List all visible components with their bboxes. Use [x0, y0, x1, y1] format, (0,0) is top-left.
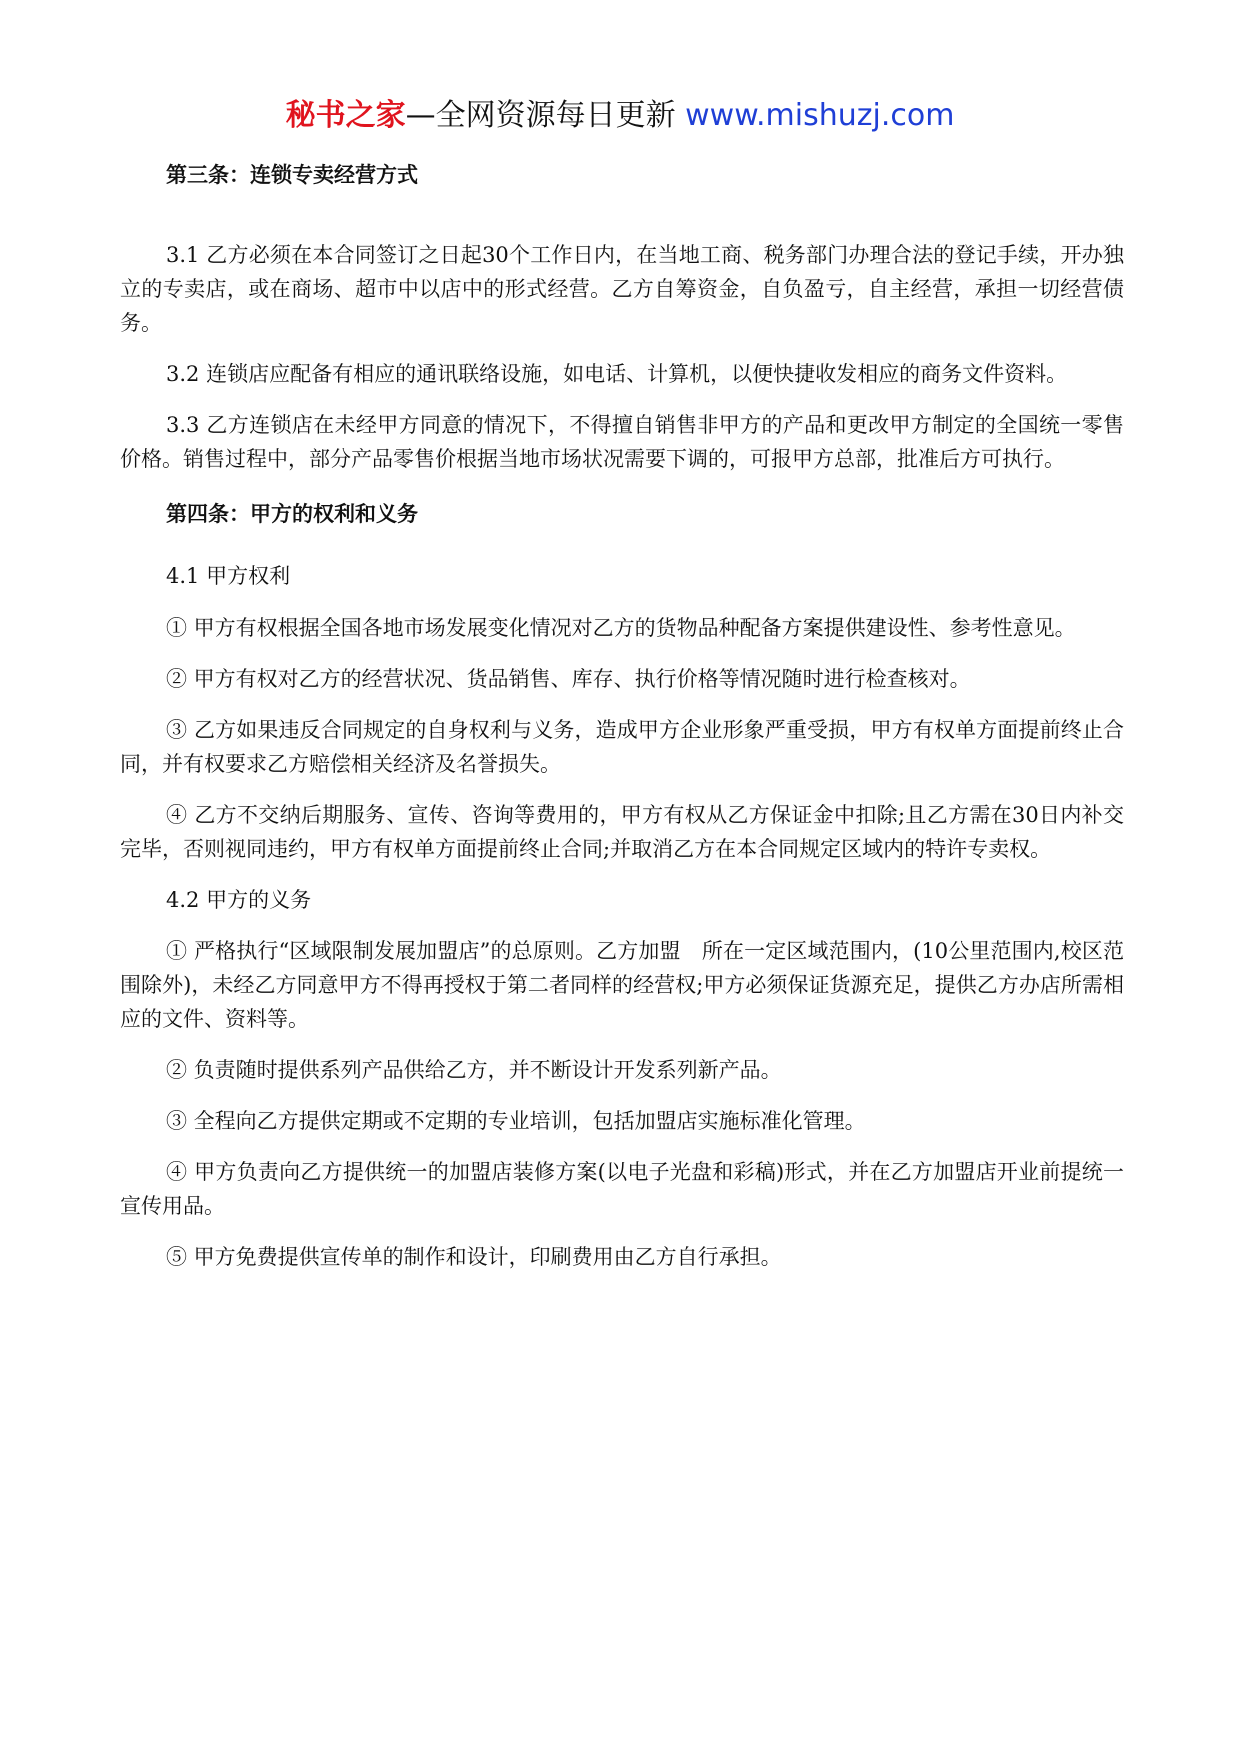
site-banner [0, 98, 1240, 134]
duties-item-4: ④ 甲方负责向乙方提供统一的加盟店装修方案(以电子光盘和彩稿)形式，并在乙方加盟店开业前提统一宣传用品。 [120, 1160, 1124, 1218]
duties-item-3: ③ 全程向乙方提供定期或不定期的专业培训，包括加盟店实施标准化管理。 [166, 1109, 866, 1133]
spacer [120, 531, 1124, 559]
rights-item-4: ④ 乙方不交纳后期服务、宣传、咨询等费用的，甲方有权从乙方保证金中扣除;且乙方需在30日内补交完毕，否则视同违约，甲方有权单方面提前终止合同;并取消乙方在本合同规定区域内的特许专卖权。 [120, 803, 1124, 861]
spacer [120, 645, 1124, 662]
spacer [120, 1087, 1124, 1104]
duties-subheading: 4.2 甲方的义务 [166, 888, 312, 912]
document-body [120, 158, 1124, 1274]
paragraph-3-1: 3.1 乙方必须在本合同签订之日起30个工作日内，在当地工商、税务部门办理合法的登记手续，开办独立的专卖店，或在商场、超市中以店中的形式经营。乙方自筹资金，自负盈亏，自主经营，承担一切经营债务。 [120, 243, 1124, 335]
rights-item-3: ③ 乙方如果违反合同规定的自身权利与义务，造成甲方企业形象严重受损，甲方有权单方面提前终止合同，并有权要求乙方赔偿相关经济及名誉损失。 [120, 718, 1124, 776]
spacer [120, 476, 1124, 497]
spacer [120, 192, 1124, 238]
rights-item-2: ② 甲方有权对乙方的经营状况、货品销售、库存、执行价格等情况随时进行检查核对。 [166, 667, 971, 691]
duties-item-1: ① 严格执行“区域限制发展加盟店”的总原则。乙方加盟 所在一定区域范围内，(10公里范围内,校区范围除外)，未经乙方同意甲方不得再授权于第二者同样的经营权;甲方必须保证货源充足，提供乙方办店所需相应的文件、资料等。 [120, 939, 1124, 1031]
spacer [120, 593, 1124, 611]
duties-item-5: ⑤ 甲方免费提供宣传单的制作和设计，印刷费用由乙方自行承担。 [166, 1245, 782, 1269]
spacer [120, 1036, 1124, 1053]
site-brand: 秘书之家 [285, 98, 406, 133]
spacer [120, 340, 1124, 357]
spacer [120, 1223, 1124, 1240]
paragraph-3-3: 3.3 乙方连锁店在未经甲方同意的情况下，不得擅自销售非甲方的产品和更改甲方制定的全国统一零售价格。销售过程中，部分产品零售价根据当地市场状况需要下调的，可报甲方总部，批准后方可执行。 [120, 413, 1124, 471]
site-tagline: —全网资源每日更新 [405, 98, 686, 133]
rights-subheading: 4.1 甲方权利 [166, 564, 291, 588]
spacer [120, 1138, 1124, 1155]
site-url-link[interactable]: www.mishuzj.com [685, 98, 955, 133]
spacer [120, 866, 1124, 883]
duties-item-2: ② 负责随时提供系列产品供给乙方，并不断设计开发系列新产品。 [166, 1058, 782, 1082]
spacer [120, 781, 1124, 798]
spacer [120, 696, 1124, 713]
paragraph-3-2: 3.2 连锁店应配备有相应的通讯联络设施，如电话、计算机，以便快捷收发相应的商务文件资料。 [166, 362, 1068, 386]
article-4-heading: 第四条：甲方的权利和义务 [166, 502, 418, 526]
article-3-heading: 第三条：连锁专卖经营方式 [166, 163, 418, 187]
rights-item-1: ① 甲方有权根据全国各地市场发展变化情况对乙方的货物品种配备方案提供建设性、参考性意见。 [166, 616, 1076, 640]
spacer [120, 917, 1124, 934]
spacer [120, 391, 1124, 408]
